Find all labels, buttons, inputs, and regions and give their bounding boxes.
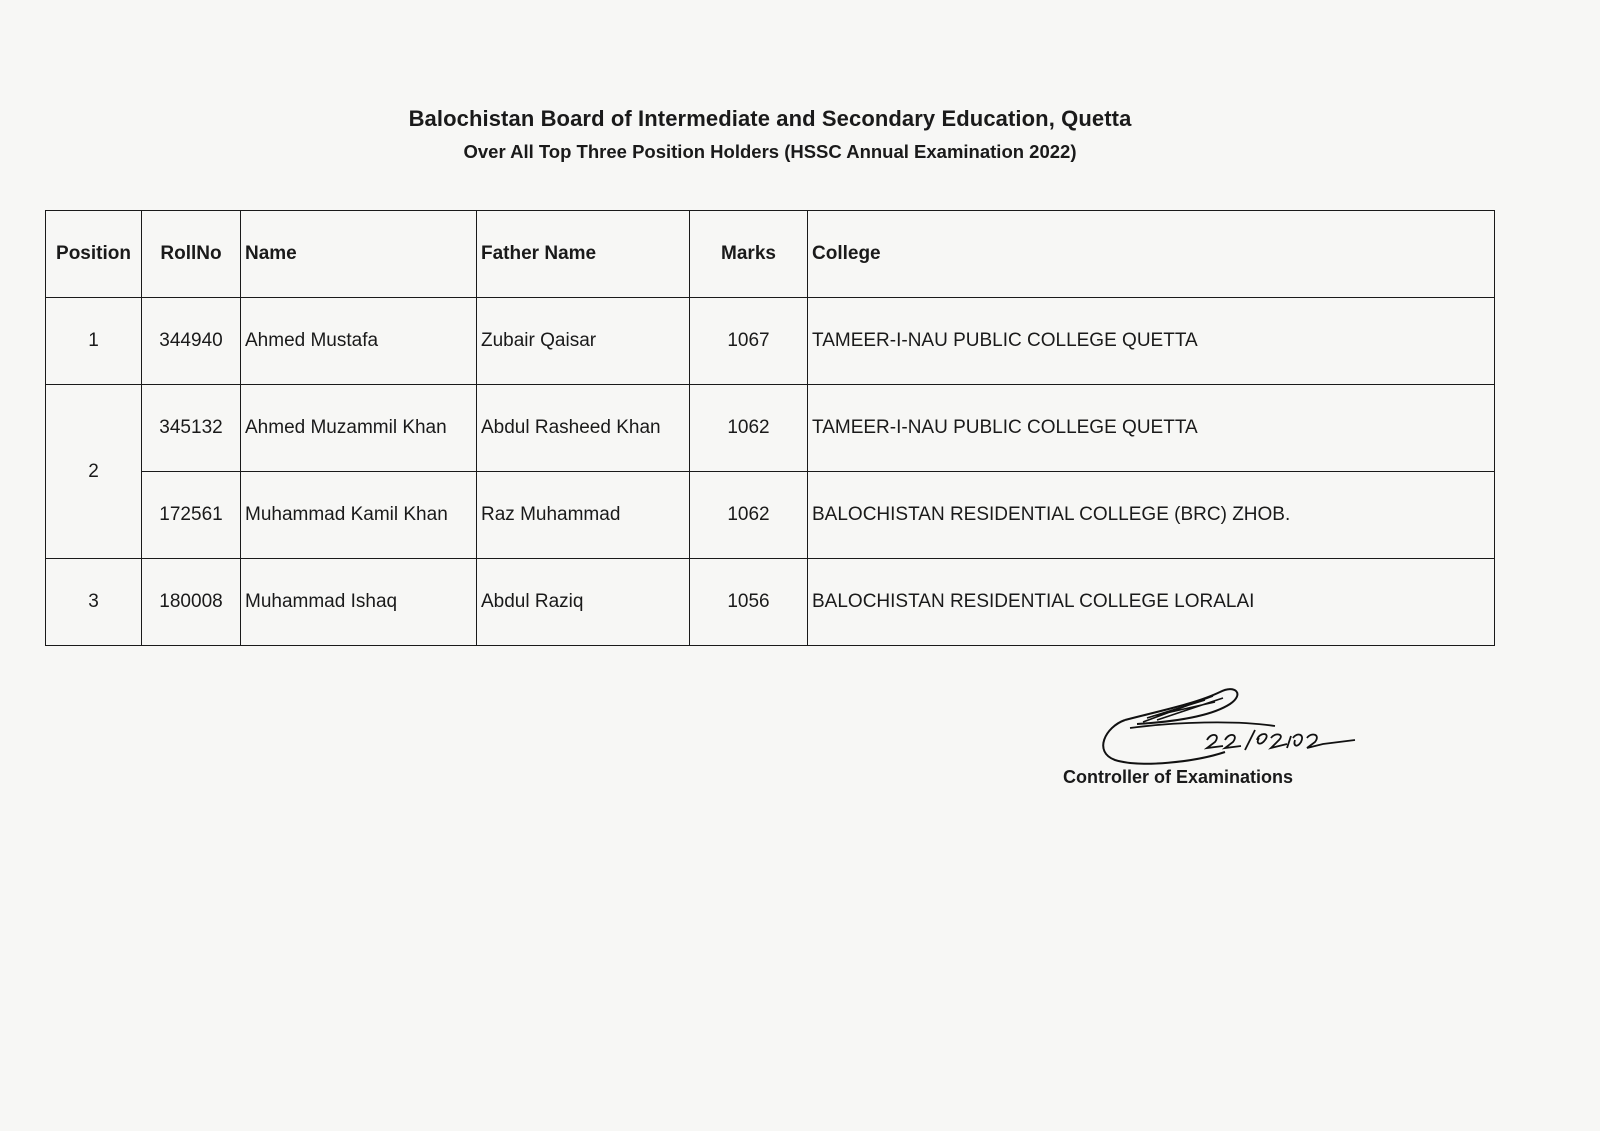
- cell-rollno: 172561: [142, 472, 241, 559]
- document-title: Balochistan Board of Intermediate and Secondary Education, Quetta: [408, 106, 1132, 131]
- cell-father-name: Raz Muhammad: [477, 472, 690, 559]
- cell-marks: 1062: [690, 385, 808, 472]
- cell-college: BALOCHISTAN RESIDENTIAL COLLEGE LORALAI: [808, 559, 1495, 646]
- position-holders-table: [45, 210, 1495, 646]
- table-row: [46, 472, 1495, 559]
- cell-name: Muhammad Kamil Khan: [241, 472, 477, 559]
- cell-father-name: Zubair Qaisar: [477, 298, 690, 385]
- column-header-college: College: [808, 211, 1495, 298]
- cell-name: Muhammad Ishaq: [241, 559, 477, 646]
- table-row: [46, 385, 1495, 472]
- cell-position: 3: [46, 559, 142, 646]
- column-header-father-name: Father Name: [477, 211, 690, 298]
- cell-position: 2: [46, 385, 142, 559]
- cell-marks: 1056: [690, 559, 808, 646]
- cell-rollno: 344940: [142, 298, 241, 385]
- cell-rollno: 180008: [142, 559, 241, 646]
- cell-father-name: Abdul Rasheed Khan: [477, 385, 690, 472]
- handwritten-signature: [1095, 682, 1385, 772]
- table-row: [46, 298, 1495, 385]
- cell-name: Ahmed Mustafa: [241, 298, 477, 385]
- cell-marks: 1062: [690, 472, 808, 559]
- table-row: [46, 559, 1495, 646]
- cell-college: TAMEER-I-NAU PUBLIC COLLEGE QUETTA: [808, 385, 1495, 472]
- column-header-rollno: RollNo: [142, 211, 241, 298]
- column-header-position: Position: [46, 211, 142, 298]
- cell-rollno: 345132: [142, 385, 241, 472]
- cell-college: TAMEER-I-NAU PUBLIC COLLEGE QUETTA: [808, 298, 1495, 385]
- cell-position: 1: [46, 298, 142, 385]
- document-subtitle: Over All Top Three Position Holders (HSSC Annual Examination 2022): [463, 141, 1077, 162]
- cell-marks: 1067: [690, 298, 808, 385]
- table-header-row: [46, 211, 1495, 298]
- cell-college: BALOCHISTAN RESIDENTIAL COLLEGE (BRC) ZHOB.: [808, 472, 1495, 559]
- cell-father-name: Abdul Raziq: [477, 559, 690, 646]
- signature-label: Controller of Examinations: [1063, 767, 1294, 787]
- cell-name: Ahmed Muzammil Khan: [241, 385, 477, 472]
- column-header-name: Name: [241, 211, 477, 298]
- column-header-marks: Marks: [690, 211, 808, 298]
